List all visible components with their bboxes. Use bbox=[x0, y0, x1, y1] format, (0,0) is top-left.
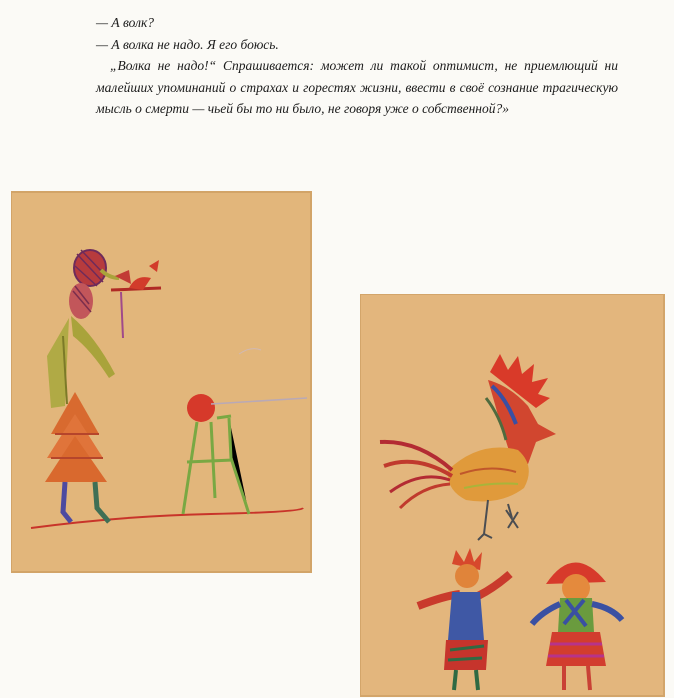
child-head bbox=[455, 564, 479, 588]
body-text bbox=[96, 12, 618, 120]
dialogue-line-2: — А волка не надо. Я его боюсь. bbox=[96, 36, 279, 52]
paragraph: „Волка не надо!“ Спрашивается: может ли такой оптимист, не приемлющий ни малейших упоминаний о страхах и горестях жизни, ввести в своё сознание трагическую мысль о смерти — чьей бы то ни было, не говоря уже о собственной?» bbox=[96, 58, 618, 116]
child-body bbox=[448, 592, 484, 640]
child-head bbox=[562, 574, 590, 602]
dialogue-line-1: — А волк? bbox=[96, 15, 155, 30]
ball bbox=[187, 394, 215, 422]
child-drawing-right bbox=[360, 294, 666, 698]
child-drawing-left bbox=[11, 186, 313, 574]
child-skirt bbox=[546, 632, 606, 666]
